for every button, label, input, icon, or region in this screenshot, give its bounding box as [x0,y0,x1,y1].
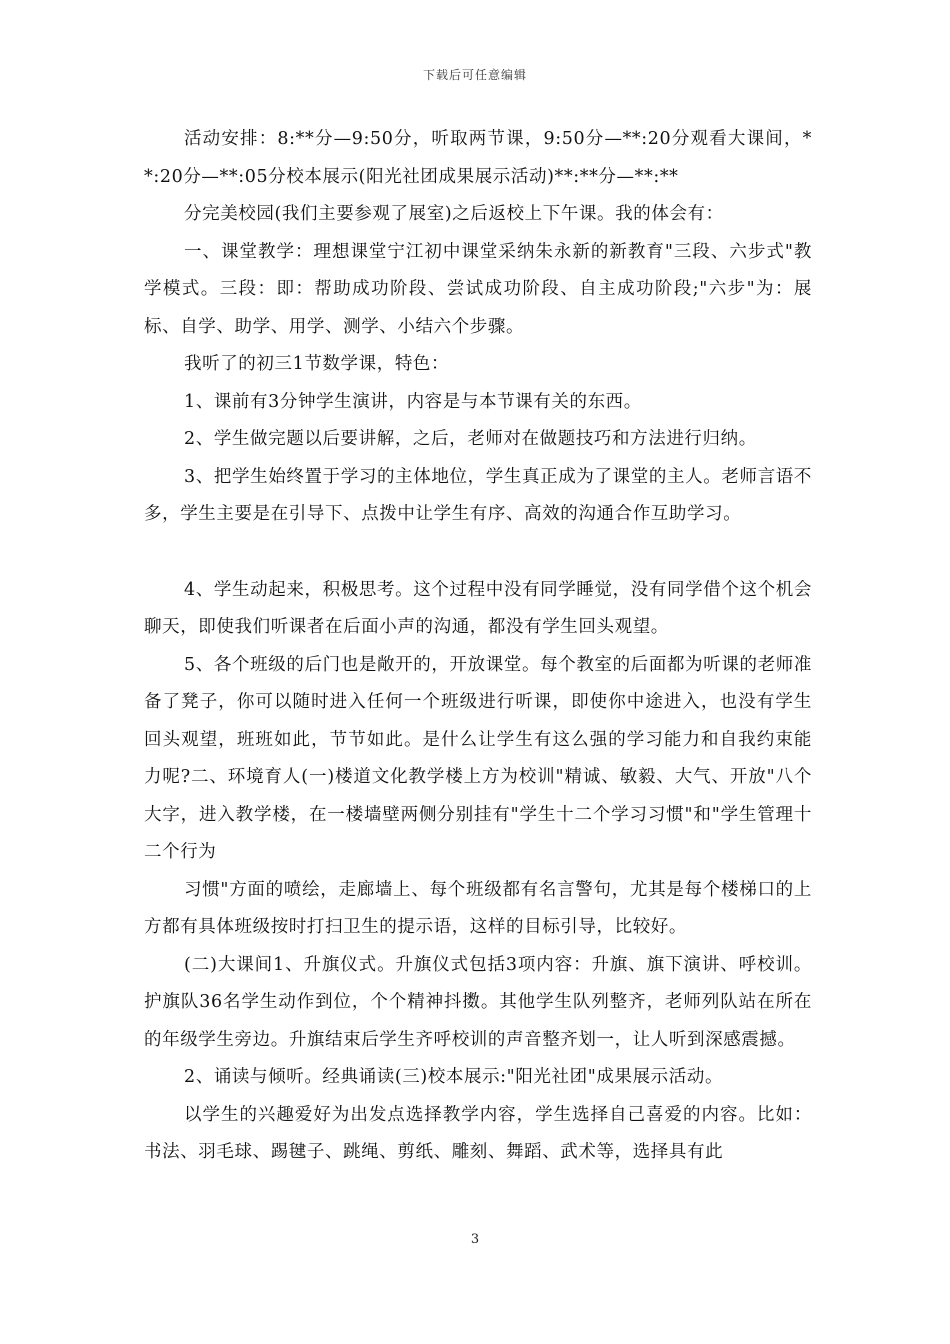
paragraph-flag-ceremony: (二)大课间1、升旗仪式。升旗仪式包括3项内容：升旗、旗下演讲、呼校训。护旗队36名学生动作到位，个个精神抖擞。其他学生队列整齐，老师列队站在所在的年级学生旁边。升旗结束后学生齐呼校训的声音整齐划一，让人听到深感震撼。 [144,954,812,1050]
paragraph-return: 分完美校园(我们主要参观了展室)之后返校上下午课。我的体会有： [184,204,724,224]
paragraph-classroom-teaching: 一、课堂教学：理想课堂宁江初中课堂采纳朱永新的新教育"三段、六步式"教学模式。三段：即：帮助成功阶段、尝试成功阶段、自主成功阶段;"六步"为：展标、自学、助学、用学、测学、小结六个步骤。 [144,241,812,337]
paragraph-point-1: 1、课前有3分钟学生演讲，内容是与本节课有关的东西。 [184,391,642,412]
paragraph-schedule: 活动安排：8:**分—9:50分，听取两节课，9:50分—**:20分观看大课间，**:20分—**:05分校本展示(阳光社团成果展示活动)**:**分—**:** [144,129,812,187]
paragraph-point-4: 4、学生动起来，积极思考。这个过程中没有同学睡觉，没有同学借个这个机会聊天，即使我们听课者在后面小声的沟通，都没有学生回头观望。 [144,579,812,637]
paragraph-habits: 习惯"方面的喷绘，走廊墙上、每个班级都有名言警句，尤其是每个楼梯口的上方都有具体班级按时打扫卫生的提示语，这样的目标引导，比较好。 [144,879,812,937]
paragraph-point-2: 2、学生做完题以后要讲解，之后，老师对在做题技巧和方法进行归纳。 [184,429,757,449]
page-number: 3 [470,1232,480,1247]
document-body [144,121,812,1172]
paragraph-gap [144,534,812,572]
paragraph-point-3: 3、把学生始终置于学习的主体地位，学生真正成为了课堂的主人。老师言语不多，学生主要是在引导下、点拨中让学生有序、高效的沟通合作互助学习。 [144,466,812,524]
paragraph-reading: 2、诵读与倾听。经典诵读(三)校本展示:"阳光社团"成果展示活动。 [184,1067,724,1087]
paragraph-point-5: 5、各个班级的后门也是敞开的，开放课堂。每个教室的后面都为听课的老师准备了凳子，你可以随时进入任何一个班级进行听课，即使你中途进入，也没有学生回头观望，班班如此，节节如此。是什么让学生有这么强的学习能力和自我约束能力呢?二、环境育人(一)楼道文化教学楼上方为校训"精诚、敏毅、大气、开放"八个大字，进入教学楼，在一楼墙壁两侧分别挂有"学生十二个学习习惯"和"学生管理十二个行为 [144,654,812,862]
page-header: 下载后可任意编辑 [422,68,527,82]
paragraph-interests: 以学生的兴趣爱好为出发点选择教学内容，学生选择自己喜爱的内容。比如：书法、羽毛球、踢毽子、跳绳、剪纸、雕刻、舞蹈、武术等，选择具有此 [144,1104,812,1162]
paragraph-math-lesson: 我听了的初三1节数学课，特色： [184,354,450,374]
